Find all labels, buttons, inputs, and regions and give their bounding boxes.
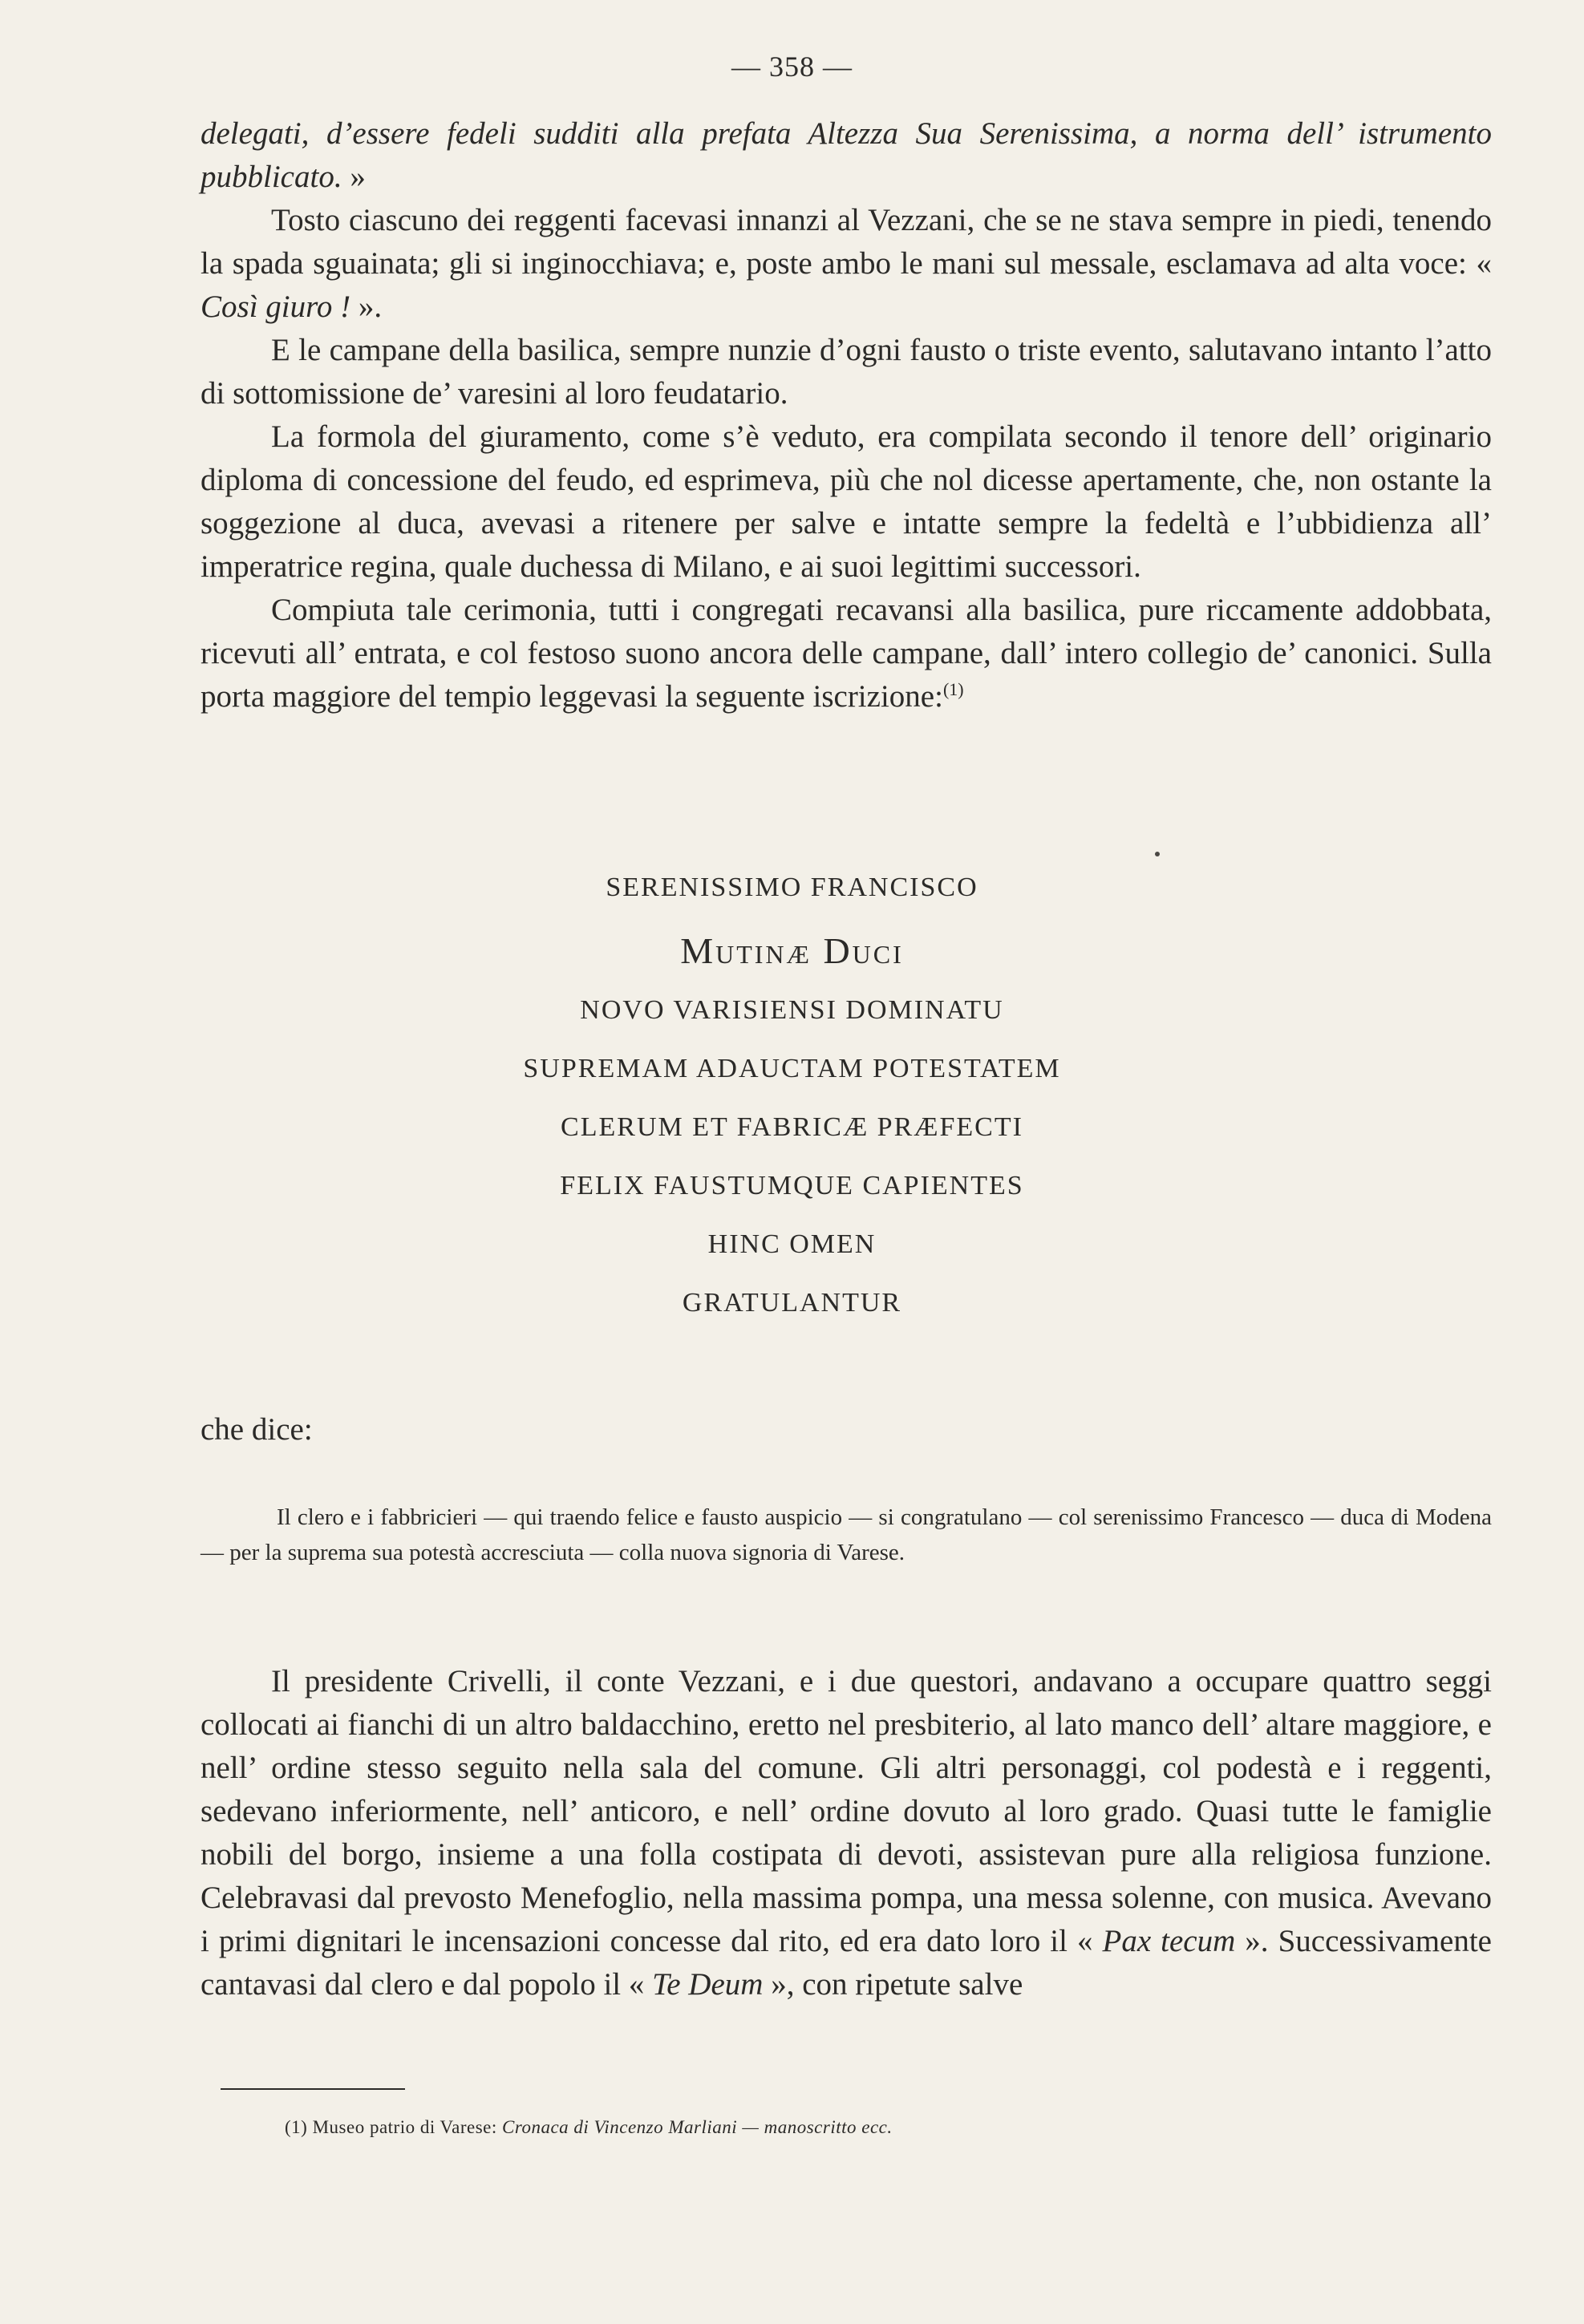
inscription-line-6: FELIX FAUSTUMQUE CAPIENTES <box>560 1171 1024 1200</box>
oath-italic-text: delegati, d’essere fedeli sudditi alla prefata Altezza Sua Serenissima, a norma dell’ istrumento pubblicato. <box>201 116 1492 194</box>
cosi-giuro-italic: Così giuro ! <box>201 289 351 324</box>
translation-text: Il clero e i fabbricieri — qui traendo felice e fausto auspicio — si congratulano — col serenissimo Francesco — duca di Modena — per la suprema sua potestà accresciuta — colla nuova signoria di Varese. <box>201 1504 1492 1565</box>
body-text-top <box>201 112 1492 719</box>
regents-oath-end: ». <box>350 289 383 324</box>
cerimonia-text: Compiuta tale cerimonia, tutti i congregati recavansi alla basilica, pure riccamente addobbata, ricevuti all’ entrata, e col festoso suono ancora delle campane, dall’ intero collegio de’ canonici. Sulla porta maggiore del tempio leggevasi la seguente iscrizione: <box>201 593 1492 714</box>
presidente-text-2: ». Successivamente cantavasi dal clero e dal popolo il « <box>201 1924 1492 2002</box>
footnote <box>285 2117 893 2138</box>
footnote-number: (1) <box>285 2117 308 2137</box>
inscription-line-3: NOVO VARISIENSI DOMINATU <box>580 995 1004 1025</box>
paragraph-campane: E le campane della basilica, sempre nunzie d’ogni fausto o triste evento, salutavano intanto l’atto di sottomissione de’ varesini al loro feudatario. <box>201 333 1492 411</box>
ink-speck <box>1155 852 1160 856</box>
presidente-text-1: Il presidente Crivelli, il conte Vezzani, e i due questori, andavano a occupare quattro seggi collocati ai fianchi di un altro baldacchino, eretto nel presbiterio, al lato manco dell’ altare maggiore, e nell’ ordine stesso seguito nella sala del comune. Gli altri personaggi, col podestà e i reggenti, sedevano inferiormente, nell’ anticoro, e nell’ ordine dovuto al loro grado. Quasi tutte le famiglie nobili del borgo, insieme a una folla costipata di devoti, assistevan pure alla religiosa funzione. Celebravasi dal prevosto Menefoglio, nella massima pompa, una messa solenne, con musica. Avevano i primi dignitari le incensazioni concesse dal rito, ed era dato loro il « <box>201 1664 1492 1958</box>
te-deum-italic: Te Deum <box>652 1967 764 2002</box>
paragraph-cerimonia <box>201 589 1492 719</box>
che-dice-label: che dice: <box>201 1412 313 1447</box>
footnote-source-italic: Cronaca di Vincenzo Marliani — manoscritto ecc. <box>502 2117 893 2137</box>
paragraph-formola: La formola del giuramento, come s’è veduto, era compilata secondo il tenore dell’ originario diploma di concessione del feudo, ed esprimeva, più che nol dicesse apertamente, che, non ostante la soggezione al duca, avevasi a ritenere per salve e intatte sempre la fedeltà e l’ubbidienza all’ imperatrice regina, quale duchessa di Milano, e ai suoi legittimi successori. <box>201 419 1492 584</box>
inscription-line-1: SERENISSIMO FRANCISCO <box>606 873 978 902</box>
footnote-reference: (1) <box>942 679 964 699</box>
inscription-translation <box>201 1500 1492 1570</box>
inscription-line-2: Mutinæ Duci <box>680 930 904 971</box>
oath-close-quote: » <box>342 160 366 194</box>
footnote-divider <box>221 2088 405 2090</box>
paragraph-oath-end <box>201 112 1492 199</box>
regents-oath-text: Tosto ciascuno dei reggenti facevasi innanzi al Vezzani, che se ne stava sempre in piedi, tenendo la spada sguainata; gli si inginocchiava; e, poste ambo le mani sul messale, esclamava ad alta voce: « <box>201 203 1492 281</box>
footnote-source: Museo patrio di Varese: <box>312 2117 497 2137</box>
paragraph-presidente <box>201 1660 1492 2006</box>
paragraph-regents-oath <box>201 199 1492 329</box>
inscription-line-4: SUPREMAM ADAUCTAM POTESTATEM <box>523 1054 1061 1083</box>
presidente-text-3: », con ripetute salve <box>763 1967 1023 2002</box>
inscription-line-7: HINC OMEN <box>707 1229 877 1259</box>
body-text-bottom <box>201 1660 1492 2006</box>
inscription-line-5: CLERUM ET FABRICÆ PRÆFECTI <box>561 1112 1023 1142</box>
pax-tecum-italic: Pax tecum <box>1102 1924 1236 1958</box>
latin-inscription <box>0 874 1584 1348</box>
inscription-line-8: GRATULANTUR <box>682 1288 902 1318</box>
page-number: — 358 — <box>731 51 853 83</box>
